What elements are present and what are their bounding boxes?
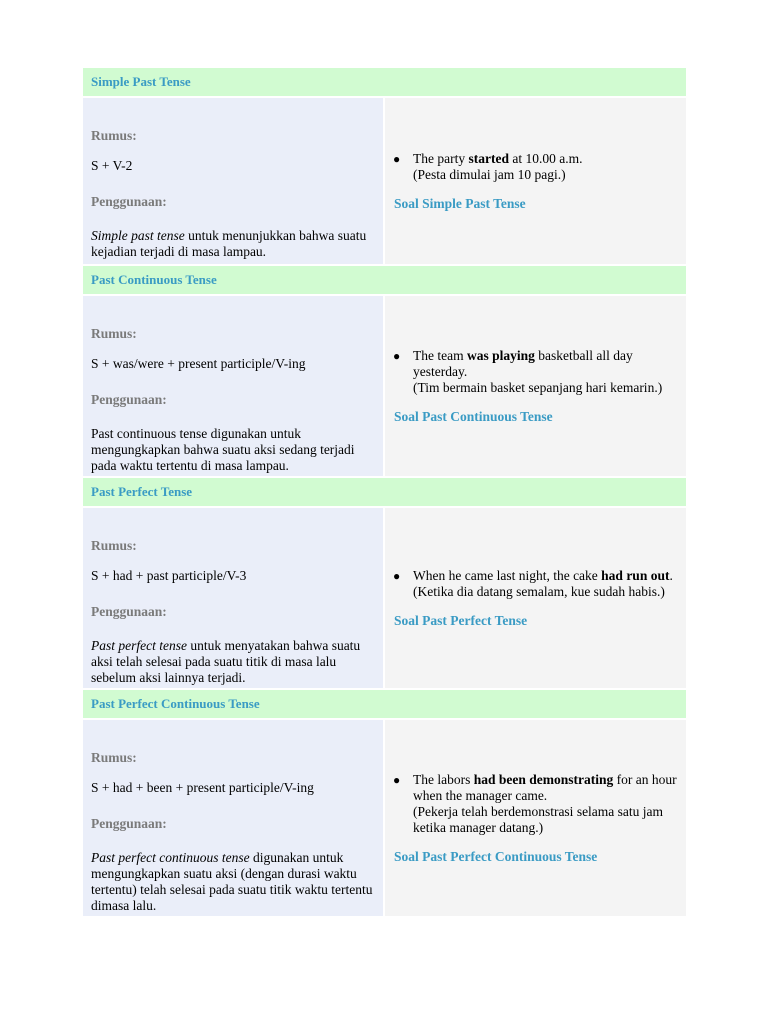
penggunaan-label: Penggunaan: <box>91 816 167 831</box>
soal-link[interactable]: Soal Past Perfect Tense <box>394 612 528 628</box>
formula-cell <box>83 98 383 264</box>
example-sentence <box>413 568 678 584</box>
bullet-icon: ● <box>393 151 401 166</box>
example-pre: The labors <box>413 771 474 787</box>
usage-rest: digunakan untuk mengungkapkan suatu aksi (dengan durasi waktu tertentu) telah selesai pada suatu titik waktu tertentu dimasa lalu. <box>91 850 373 913</box>
rumus-label: Rumus: <box>91 128 137 143</box>
usage-italic: Past perfect continuous tense <box>91 850 250 865</box>
example-post: at 10.00 a.m. <box>508 150 583 166</box>
example-verb: had been demonstrating <box>473 771 614 787</box>
penggunaan-label: Penggunaan: <box>91 392 167 407</box>
penggunaan-label: Penggunaan: <box>91 604 167 619</box>
bullet-icon: ● <box>393 568 401 583</box>
example-verb: was playing <box>466 347 535 363</box>
formula-text: S + V-2 <box>91 158 133 173</box>
example-post: for an hour when the manager came. <box>413 771 677 803</box>
example-translation: (Tim bermain basket sepanjang hari kemarin.) <box>413 379 663 395</box>
example-translation: (Pesta dimulai jam 10 pagi.) <box>413 166 566 182</box>
example-translation: (Ketika dia datang semalam, kue sudah habis.) <box>413 583 665 599</box>
usage-rest: untuk menyatakan bahwa suatu aksi telah selesai pada suatu titik di masa lalu sebelum aksi lainnya terjadi. <box>91 638 361 685</box>
example-post: . <box>669 567 673 583</box>
usage-italic: Past perfect tense <box>91 638 187 653</box>
rumus-label: Rumus: <box>91 538 137 553</box>
example-item <box>393 568 678 600</box>
bullet-icon: ● <box>393 772 401 787</box>
penggunaan-label: Penggunaan: <box>91 194 167 209</box>
example-verb: had run out <box>601 567 670 583</box>
tense-table <box>83 68 686 918</box>
formula-text: S + had + been + present participle/V-ing <box>91 780 314 795</box>
example-pre: When he came last night, the cake <box>413 567 602 583</box>
formula-cell <box>83 508 383 688</box>
example-cell <box>385 296 686 476</box>
example-item <box>393 772 678 836</box>
section-body <box>83 296 686 476</box>
example-pre: The team <box>413 347 467 363</box>
usage-text <box>91 638 375 694</box>
formula-text: S + was/were + present participle/V-ing <box>91 356 306 371</box>
usage-text <box>91 228 375 268</box>
example-cell <box>385 508 686 688</box>
bullet-icon: ● <box>393 348 401 363</box>
formula-cell <box>83 296 383 476</box>
soal-link[interactable]: Soal Past Continuous Tense <box>394 408 553 424</box>
example-cell <box>385 720 686 916</box>
section-past-continuous <box>83 266 686 476</box>
usage-rest: untuk menunjukkan bahwa suatu kejadian terjadi di masa lampau. <box>91 228 367 259</box>
section-title: Past Perfect Tense <box>83 478 686 506</box>
example-sentence <box>413 348 678 380</box>
usage-italic: Simple past tense <box>91 228 185 243</box>
section-title: Simple Past Tense <box>83 68 686 96</box>
example-pre: The party <box>413 150 469 166</box>
example-verb: started <box>468 150 509 166</box>
section-title: Past Continuous Tense <box>83 266 686 294</box>
soal-link[interactable]: Soal Simple Past Tense <box>394 195 526 211</box>
formula-text: S + had + past participle/V-3 <box>91 568 247 583</box>
section-title: Past Perfect Continuous Tense <box>83 690 686 718</box>
section-simple-past <box>83 68 686 264</box>
formula-cell <box>83 720 383 916</box>
section-body <box>83 508 686 688</box>
usage-rest: Past continuous tense digunakan untuk mengungkapkan bahwa suatu aksi sedang terjadi pada waktu tertentu di masa lampau. <box>91 426 355 473</box>
rumus-label: Rumus: <box>91 326 137 341</box>
example-sentence <box>413 151 678 167</box>
example-cell <box>385 98 686 264</box>
example-item <box>393 151 678 183</box>
soal-link[interactable]: Soal Past Perfect Continuous Tense <box>394 848 598 864</box>
rumus-label: Rumus: <box>91 750 137 765</box>
example-translation: (Pekerja telah berdemonstrasi selama satu jam ketika manager datang.) <box>413 803 664 835</box>
section-past-perfect-continuous <box>83 690 686 916</box>
usage-text <box>91 850 375 922</box>
example-post: basketball all day yesterday. <box>413 347 633 379</box>
example-item <box>393 348 678 396</box>
section-body <box>83 720 686 916</box>
example-sentence <box>413 772 678 804</box>
usage-text <box>91 426 375 482</box>
section-body <box>83 98 686 264</box>
section-past-perfect <box>83 478 686 688</box>
